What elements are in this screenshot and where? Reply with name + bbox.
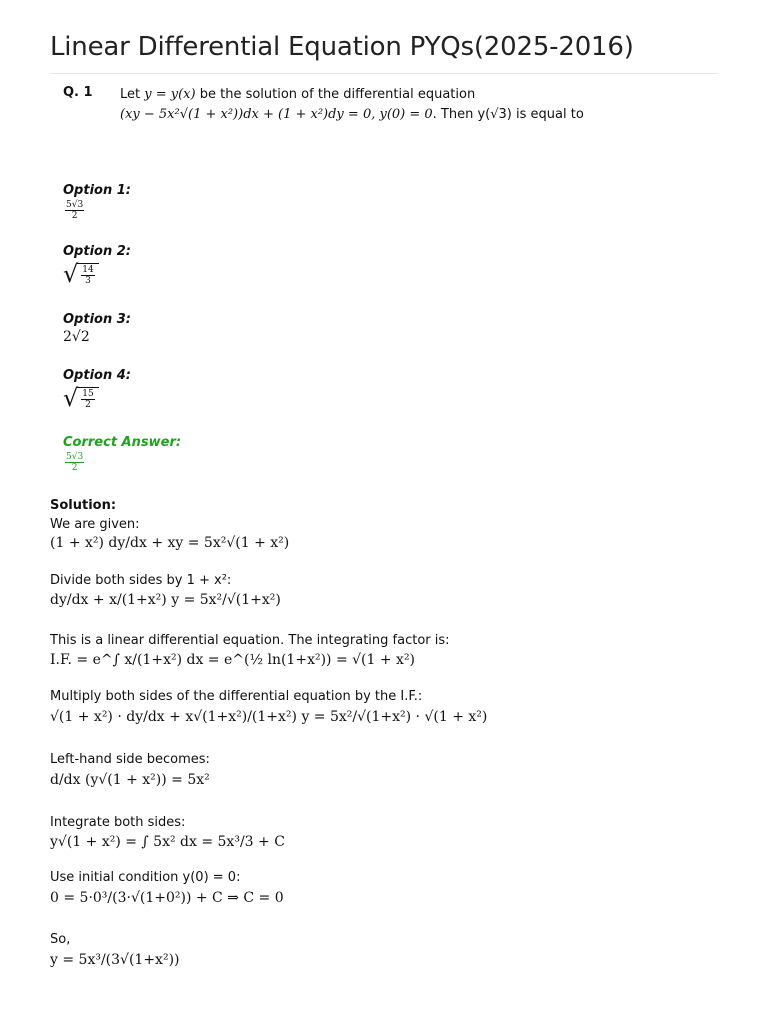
- solution-step-4-math: √(1 + x²) · dy/dx + x√(1+x²)/(1+x²) y = 5x²/√(1+x²) · √(1 + x²): [50, 709, 488, 725]
- option-2-label: Option 2:: [63, 244, 131, 259]
- option-2-value[interactable]: √ $\frac{14}{3}$: [63, 262, 99, 286]
- question-number: Q. 1: [63, 85, 93, 100]
- option-4-label: Option 4:: [63, 368, 131, 383]
- solution-step-5-text: Left-hand side becomes:: [50, 752, 210, 767]
- solution-step-5-math: d/dx (y√(1 + x²)) = 5x²: [50, 772, 210, 788]
- page-title: Linear Differential Equation PYQs(2025-2016): [50, 32, 634, 62]
- solution-step-2-math: dy/dx + x/(1+x²) y = 5x²/√(1+x²): [50, 592, 281, 608]
- title-divider: [50, 73, 718, 74]
- question-text: [120, 87, 584, 123]
- solution-step-7-math: 0 = 5·0³/(3·√(1+0²)) + C ⇒ C = 0: [50, 890, 284, 906]
- option-3-value[interactable]: [63, 329, 90, 345]
- solution-step-6-math: y√(1 + x²) = ∫ 5x² dx = 5x³/3 + C: [50, 834, 285, 850]
- solution-step-3-math: I.F. = e^∫ x/(1+x²) dx = e^(½ ln(1+x²)) = √(1 + x²): [50, 652, 416, 668]
- solution-step-1-math: (1 + x²) dy/dx + xy = 5x²√(1 + x²): [50, 535, 290, 551]
- solution-step-2-text: Divide both sides by 1 + x²:: [50, 573, 232, 588]
- solution-step-7-text: Use initial condition y(0) = 0:: [50, 870, 241, 885]
- option-1-label: Option 1:: [63, 183, 131, 198]
- question-equation: (xy − 5x²√(1 + x²))dx + (1 + x²)dy = 0, y(0) = 0: [120, 107, 433, 122]
- option-3-text: 2√2: [63, 329, 90, 345]
- solution-step-4-text: Multiply both sides of the differential equation by the I.F.:: [50, 689, 423, 704]
- solution-step-6-text: Integrate both sides:: [50, 815, 186, 830]
- correct-answer-label: Correct Answer:: [63, 435, 182, 450]
- solution-step-8-math: y = 5x³/(3√(1+x²)): [50, 952, 180, 968]
- solution-step-3-text: This is a linear differential equation. The integrating factor is:: [50, 633, 450, 648]
- question-lead: Let: [120, 87, 141, 102]
- correct-answer-value: $\frac{5√3}{2}$: [66, 452, 84, 473]
- question-line-2: [120, 107, 584, 123]
- question-line-1: [120, 87, 584, 103]
- option-1-value[interactable]: $\frac{5√3}{2}$: [66, 200, 84, 221]
- solution-step-1-text: We are given:: [50, 517, 140, 532]
- solution-step-8-text: So,: [50, 932, 71, 947]
- option-4-value[interactable]: √ $\frac{15}{2}$: [63, 386, 99, 410]
- question-lead-tail: be the solution of the differential equation: [199, 87, 476, 102]
- solution-heading: Solution:: [50, 498, 117, 513]
- question-lead-math: y = y(x): [144, 87, 196, 102]
- question-tail: . Then y(√3) is equal to: [432, 107, 584, 122]
- option-3-label: Option 3:: [63, 312, 131, 327]
